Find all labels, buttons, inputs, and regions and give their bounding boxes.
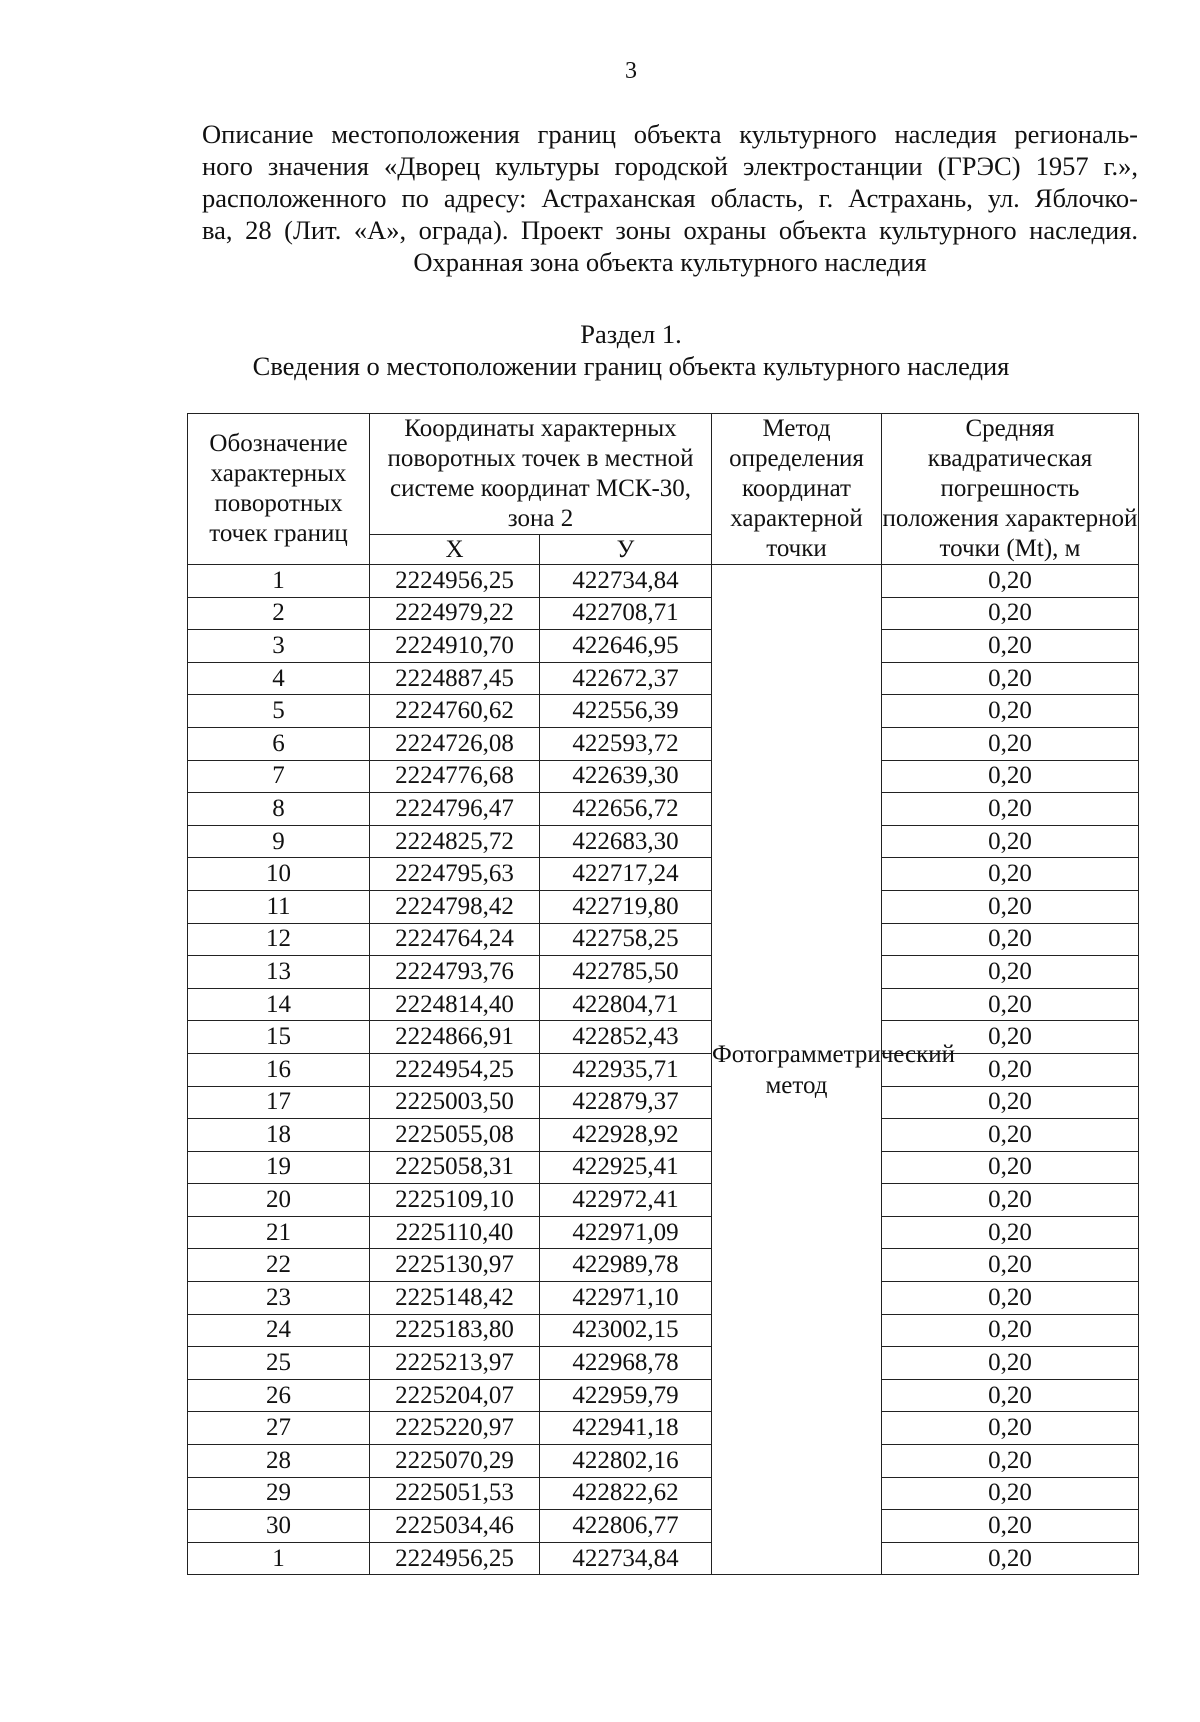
error-cell: 0,20	[882, 565, 1139, 598]
point-cell: 22	[188, 1249, 370, 1282]
table-row	[188, 1119, 1139, 1152]
table-row	[188, 1216, 1139, 1249]
y-cell: 422806,77	[540, 1510, 712, 1543]
point-cell: 9	[188, 825, 370, 858]
point-cell: 28	[188, 1445, 370, 1478]
x-cell: 2225055,08	[370, 1119, 540, 1152]
y-cell: 422593,72	[540, 727, 712, 760]
point-cell: 6	[188, 727, 370, 760]
y-cell: 422556,39	[540, 695, 712, 728]
error-cell: 0,20	[882, 1510, 1139, 1543]
y-cell: 422989,78	[540, 1249, 712, 1282]
header-coords: Координаты характерных поворотных точек в местной системе координат МСК-30, зона 2	[370, 414, 712, 535]
table-row	[188, 695, 1139, 728]
table-row	[188, 923, 1139, 956]
x-cell: 2224798,42	[370, 890, 540, 923]
table-row	[188, 1445, 1139, 1478]
error-cell: 0,20	[882, 1282, 1139, 1315]
x-cell: 2225109,10	[370, 1184, 540, 1217]
y-cell: 422734,84	[540, 1542, 712, 1575]
document-intro	[202, 118, 1138, 278]
error-cell: 0,20	[882, 1412, 1139, 1445]
y-cell: 422719,80	[540, 890, 712, 923]
y-cell: 422646,95	[540, 630, 712, 663]
point-cell: 2	[188, 597, 370, 630]
intro-line-5: Охранная зона объекта культурного наследия	[413, 247, 927, 277]
y-cell: 422656,72	[540, 793, 712, 826]
y-cell: 422935,71	[540, 1053, 712, 1086]
point-cell: 11	[188, 890, 370, 923]
y-cell: 422822,62	[540, 1477, 712, 1510]
header-method: Метод определения координат характерной точки	[712, 414, 882, 565]
x-cell: 2224825,72	[370, 825, 540, 858]
table-body	[188, 565, 1139, 1575]
error-cell: 0,20	[882, 1445, 1139, 1478]
intro-line-3: расположенного по адресу: Астраханская область, г. Астрахань, ул. Яблочко-	[202, 183, 1138, 213]
table-row	[188, 597, 1139, 630]
y-cell: 422941,18	[540, 1412, 712, 1445]
point-cell: 25	[188, 1347, 370, 1380]
y-cell: 422672,37	[540, 662, 712, 695]
intro-line-4: ва, 28 (Лит. «А», ограда). Проект зоны охраны объекта культурного наследия.	[202, 215, 1138, 245]
point-cell: 27	[188, 1412, 370, 1445]
point-cell: 14	[188, 988, 370, 1021]
error-cell: 0,20	[882, 1021, 1139, 1054]
point-cell: 12	[188, 923, 370, 956]
x-cell: 2224760,62	[370, 695, 540, 728]
point-cell: 16	[188, 1053, 370, 1086]
x-cell: 2224796,47	[370, 793, 540, 826]
point-cell: 7	[188, 760, 370, 793]
error-cell: 0,20	[882, 1542, 1139, 1575]
x-cell: 2225070,29	[370, 1445, 540, 1478]
x-cell: 2225130,97	[370, 1249, 540, 1282]
intro-line-1: Описание местоположения границ объекта культурного наследия региональ-	[202, 119, 1138, 149]
table-row	[188, 858, 1139, 891]
point-cell: 10	[188, 858, 370, 891]
point-cell: 19	[188, 1151, 370, 1184]
error-cell: 0,20	[882, 760, 1139, 793]
table-row	[188, 890, 1139, 923]
x-cell: 2224866,91	[370, 1021, 540, 1054]
error-cell: 0,20	[882, 793, 1139, 826]
point-cell: 26	[188, 1379, 370, 1412]
y-cell: 422683,30	[540, 825, 712, 858]
y-cell: 422804,71	[540, 988, 712, 1021]
table-row	[188, 1477, 1139, 1510]
point-cell: 3	[188, 630, 370, 663]
point-cell: 1	[188, 1542, 370, 1575]
error-cell: 0,20	[882, 1216, 1139, 1249]
section-title: Сведения о местоположении границ объекта культурного наследия	[252, 351, 1010, 381]
error-cell: 0,20	[882, 630, 1139, 663]
table-row	[188, 988, 1139, 1021]
error-cell: 0,20	[882, 858, 1139, 891]
y-cell: 422971,10	[540, 1282, 712, 1315]
error-cell: 0,20	[882, 1314, 1139, 1347]
error-cell: 0,20	[882, 890, 1139, 923]
x-cell: 2224887,45	[370, 662, 540, 695]
error-cell: 0,20	[882, 1347, 1139, 1380]
y-cell: 422734,84	[540, 565, 712, 598]
error-cell: 0,20	[882, 1249, 1139, 1282]
y-cell: 422971,09	[540, 1216, 712, 1249]
error-cell: 0,20	[882, 727, 1139, 760]
error-cell: 0,20	[882, 1477, 1139, 1510]
point-cell: 13	[188, 956, 370, 989]
error-cell: 0,20	[882, 1151, 1139, 1184]
section-label: Раздел 1.	[580, 319, 682, 349]
x-cell: 2225034,46	[370, 1510, 540, 1543]
point-cell: 17	[188, 1086, 370, 1119]
x-cell: 2224793,76	[370, 956, 540, 989]
x-cell: 2224956,25	[370, 565, 540, 598]
header-y: У	[540, 535, 712, 565]
point-cell: 30	[188, 1510, 370, 1543]
y-cell: 422959,79	[540, 1379, 712, 1412]
table-row	[188, 1021, 1139, 1054]
point-cell: 24	[188, 1314, 370, 1347]
error-cell: 0,20	[882, 1184, 1139, 1217]
error-cell: 0,20	[882, 923, 1139, 956]
error-cell: 0,20	[882, 1379, 1139, 1412]
y-cell: 422852,43	[540, 1021, 712, 1054]
x-cell: 2224726,08	[370, 727, 540, 760]
x-cell: 2225183,80	[370, 1314, 540, 1347]
table-row	[188, 793, 1139, 826]
x-cell: 2225204,07	[370, 1379, 540, 1412]
error-cell: 0,20	[882, 956, 1139, 989]
x-cell: 2225058,31	[370, 1151, 540, 1184]
point-cell: 15	[188, 1021, 370, 1054]
table-row	[188, 1086, 1139, 1119]
y-cell: 422758,25	[540, 923, 712, 956]
x-cell: 2225110,40	[370, 1216, 540, 1249]
table-row	[188, 1053, 1139, 1086]
y-cell: 422785,50	[540, 956, 712, 989]
error-cell: 0,20	[882, 988, 1139, 1021]
y-cell: 423002,15	[540, 1314, 712, 1347]
x-cell: 2225148,42	[370, 1282, 540, 1315]
table-row	[188, 565, 1139, 598]
error-cell: 0,20	[882, 1053, 1139, 1086]
x-cell: 2224776,68	[370, 760, 540, 793]
page-number: 3	[625, 58, 637, 84]
y-cell: 422925,41	[540, 1151, 712, 1184]
table-row	[188, 727, 1139, 760]
x-cell: 2224954,25	[370, 1053, 540, 1086]
error-cell: 0,20	[882, 662, 1139, 695]
table-row	[188, 956, 1139, 989]
y-cell: 422639,30	[540, 760, 712, 793]
x-cell: 2224764,24	[370, 923, 540, 956]
point-cell: 23	[188, 1282, 370, 1315]
x-cell: 2224956,25	[370, 1542, 540, 1575]
table-row	[188, 760, 1139, 793]
y-cell: 422879,37	[540, 1086, 712, 1119]
x-cell: 2224814,40	[370, 988, 540, 1021]
y-cell: 422717,24	[540, 858, 712, 891]
section-heading	[0, 318, 1200, 382]
error-cell: 0,20	[882, 695, 1139, 728]
x-cell: 2225220,97	[370, 1412, 540, 1445]
table-row	[188, 1151, 1139, 1184]
intro-line-2: ного значения «Дворец культуры городской электростанции (ГРЭС) 1957 г.»,	[202, 151, 1138, 181]
error-cell: 0,20	[882, 1119, 1139, 1152]
point-cell: 1	[188, 565, 370, 598]
table-row	[188, 1249, 1139, 1282]
table-row	[188, 1184, 1139, 1217]
y-cell: 422708,71	[540, 597, 712, 630]
point-cell: 18	[188, 1119, 370, 1152]
table-row	[188, 1510, 1139, 1543]
y-cell: 422928,92	[540, 1119, 712, 1152]
table-row	[188, 1314, 1139, 1347]
y-cell: 422802,16	[540, 1445, 712, 1478]
point-cell: 4	[188, 662, 370, 695]
header-x: Х	[370, 535, 540, 565]
point-cell: 8	[188, 793, 370, 826]
point-cell: 20	[188, 1184, 370, 1217]
table-row	[188, 662, 1139, 695]
table-row	[188, 1347, 1139, 1380]
table-row	[188, 1412, 1139, 1445]
table-row	[188, 825, 1139, 858]
method-cell: Фотограмметрический метод	[712, 565, 882, 1575]
x-cell: 2225051,53	[370, 1477, 540, 1510]
point-cell: 21	[188, 1216, 370, 1249]
x-cell: 2225213,97	[370, 1347, 540, 1380]
table-row	[188, 630, 1139, 663]
x-cell: 2225003,50	[370, 1086, 540, 1119]
point-cell: 29	[188, 1477, 370, 1510]
y-cell: 422968,78	[540, 1347, 712, 1380]
header-error: Средняя квадратическая погрешность положения характерной точки (Mt), м	[882, 414, 1139, 565]
coordinates-table	[187, 413, 1139, 1575]
x-cell: 2224910,70	[370, 630, 540, 663]
error-cell: 0,20	[882, 1086, 1139, 1119]
point-cell: 5	[188, 695, 370, 728]
y-cell: 422972,41	[540, 1184, 712, 1217]
error-cell: 0,20	[882, 597, 1139, 630]
x-cell: 2224795,63	[370, 858, 540, 891]
table-row	[188, 1542, 1139, 1575]
table-row	[188, 1282, 1139, 1315]
x-cell: 2224979,22	[370, 597, 540, 630]
table-row	[188, 1379, 1139, 1412]
header-point: Обозначение характерных поворотных точек границ	[188, 414, 370, 565]
error-cell: 0,20	[882, 825, 1139, 858]
